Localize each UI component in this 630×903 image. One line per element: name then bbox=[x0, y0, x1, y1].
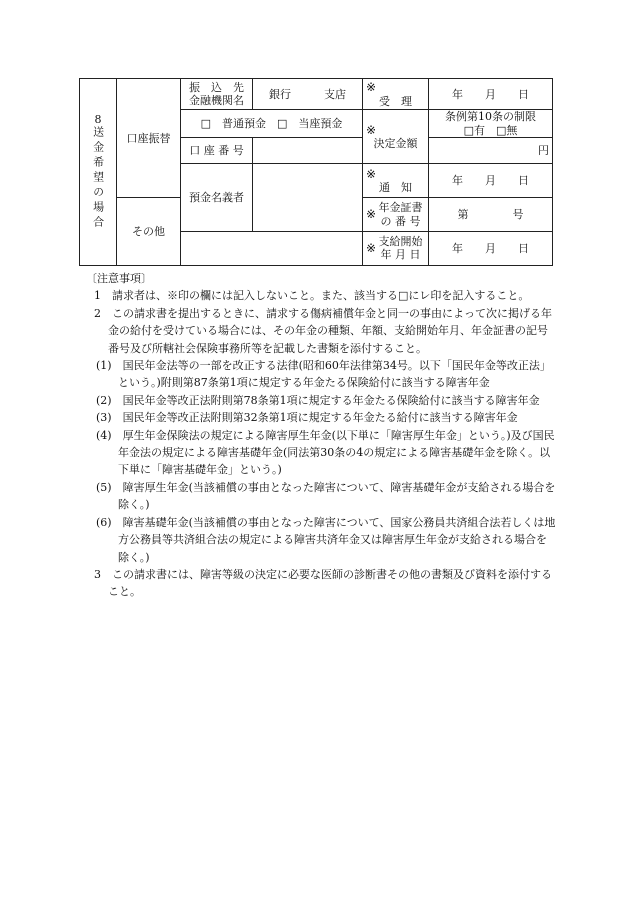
note-2-item-4: (4) 厚生年金保険法の規定による障害厚生年金(以下単に「障害厚生年金」という。)及び国民年金法の規定による障害基礎年金(同法第30条の4の規定による障害基礎年金を除く。以下単に「障害基礎年金」という。) bbox=[96, 428, 555, 477]
payment-label-cell: ※ 支給開始 年 月 日 bbox=[363, 231, 429, 265]
note-2: 2 この請求書を提出するときに、請求する傷病補償年金と同一の事由によって次に掲げる年金の給付を受けている場合には、その年金の種類、年額、支給開始年月、年金証書の記号番号及び所轄社会保険事務所等を記載した書類を添付すること。 bbox=[94, 306, 552, 355]
receipt-date-field[interactable]: 年 月 日 bbox=[429, 79, 553, 110]
decision-mark: ※ bbox=[366, 122, 377, 137]
payment-mark: ※ bbox=[366, 241, 377, 256]
note-3: 3 この請求書には、障害等級の決定に必要な医師の診断書その他の書類及び資料を添付すること。 bbox=[94, 567, 552, 599]
other-label: その他 bbox=[117, 198, 181, 266]
decision-amount-field[interactable]: 円 bbox=[429, 137, 553, 163]
receipt-mark: ※ bbox=[366, 80, 377, 95]
note-2-item-3: (3) 国民年金等改正法附則第32条第1項に規定する年金たる給付に該当する障害年金 bbox=[96, 411, 518, 425]
notice-label: 通 知 bbox=[379, 181, 412, 195]
decision-label: 決定金額 bbox=[373, 137, 418, 151]
section-number: 8 bbox=[94, 112, 102, 126]
receipt-label: 受 理 bbox=[379, 94, 412, 108]
cert-number-field[interactable]: 第 号 bbox=[429, 198, 553, 231]
transfer-label: 口座振替 bbox=[117, 79, 181, 198]
payment-date-field[interactable]: 年 月 日 bbox=[429, 231, 553, 265]
account-holder-field[interactable] bbox=[253, 164, 363, 232]
note-1: 1 請求者は、※印の欄には記入しないこと。また、該当する□にレ印を記入すること。 bbox=[94, 289, 530, 303]
note-2-item-2: (2) 国民年金等改正法附則第78条第1項に規定する年金たる保険給付に該当する障害年金 bbox=[96, 393, 540, 407]
notes-title: 〔注意事項〕 bbox=[86, 272, 152, 285]
deposit-type-checkboxes[interactable]: □ 普通預金 □ 当座預金 bbox=[181, 110, 363, 138]
account-number-label: 口 座 番 号 bbox=[181, 137, 253, 163]
notice-label-cell bbox=[363, 164, 429, 198]
receipt-label-cell bbox=[363, 79, 429, 110]
note-2-item-6: (6) 障害基礎年金(当該補償の事由となった障害について、国家公務員共済組合法若しくは地方公務員等共済組合法の規定による障害共済年金又は障害厚生年金が支給される場合を除く。) bbox=[96, 515, 556, 564]
notice-mark: ※ bbox=[366, 166, 377, 181]
notice-date-field[interactable]: 年 月 日 bbox=[429, 164, 553, 198]
other-field[interactable] bbox=[181, 231, 363, 265]
bank-label: 振 込 先 金融機関名 bbox=[181, 79, 253, 110]
cert-label-cell: ※ 年金証書 の 番 号 bbox=[363, 198, 429, 231]
bank-field[interactable]: 銀行 支店 bbox=[253, 79, 363, 110]
note-2-item-5: (5) 障害厚生年金(当該補償の事由となった障害について、障害基礎年金が支給される場合を除く。) bbox=[96, 480, 556, 512]
decision-label-cell bbox=[363, 110, 429, 164]
account-number-field[interactable] bbox=[253, 137, 363, 163]
account-holder-label: 預金名義者 bbox=[181, 164, 253, 232]
section-title: 送金希望の場合 bbox=[91, 126, 105, 232]
cert-mark: ※ bbox=[366, 207, 377, 222]
note-2-item-1: (1) 国民年金法等の一部を改正する法律(昭和60年法律第34号。以下「国民年金等改正法」という。)附則第87条第1項に規定する年金たる保険給付に該当する障害年金 bbox=[96, 359, 551, 390]
section-8-cell bbox=[80, 79, 117, 266]
notes-section bbox=[86, 270, 556, 601]
remittance-form-table bbox=[79, 78, 553, 266]
restriction-cell[interactable]: 条例第10条の制限 □有 □無 bbox=[429, 110, 553, 138]
